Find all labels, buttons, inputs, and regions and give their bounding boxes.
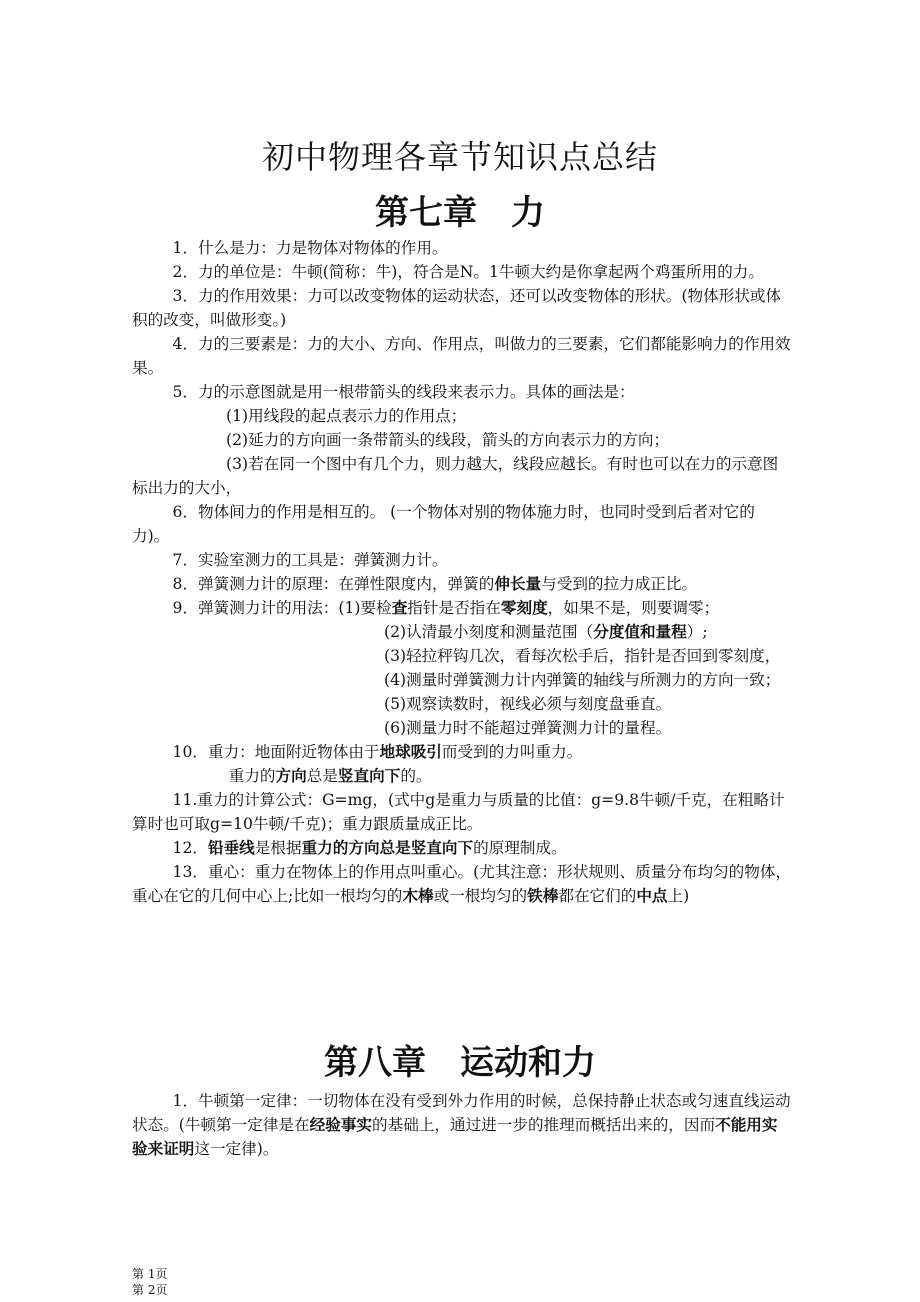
text-run: 都在它们的 (558, 887, 637, 905)
paragraph-9-item-3: (3)轻拉秤钩几次，看每次松手后，指针是否回到零刻度， (384, 647, 781, 665)
text-run: 与受到的拉力成正比。 (541, 575, 698, 593)
bold-term: 地球吸引 (379, 743, 442, 761)
paragraph-5-item-1: (1)用线段的起点表示力的作用点； (226, 407, 467, 425)
bold-term: 中点 (636, 887, 668, 905)
paragraph-10 (132, 740, 792, 764)
chapter-8-body (132, 1089, 792, 1161)
paragraph-4: 4．力的三要素是：力的大小、方向、作用点，叫做力的三要素，它们都能影响力的作用效果。 (132, 335, 791, 377)
text-run: 这一定律)。 (194, 1140, 279, 1158)
text-run: 的基础上，通过进一步的推理而概括出来的，因而 (372, 1116, 716, 1134)
paragraph-13 (132, 860, 792, 908)
bold-term: 方向 (275, 767, 307, 785)
paragraph-5-item-2: (2)延力的方向画一条带箭头的线段，箭头的方向表示力的方向； (226, 431, 670, 449)
text-run: ，如果不是，则要调零； (547, 599, 720, 617)
text-run: 或一根均匀的 (433, 887, 528, 905)
paragraph-8 (132, 572, 792, 596)
text-run: 而受到的力叫重力。 (441, 743, 583, 761)
page-number-1: 第 1页 (132, 1267, 168, 1281)
bold-term: 伸长量 (494, 575, 542, 593)
bold-term: 零刻度 (500, 599, 548, 617)
document-title: 初中物理各章节知识点总结 (261, 138, 658, 176)
text-run: 是根据 (254, 839, 302, 857)
chapter-7-body (132, 236, 792, 908)
paragraph-5: 5．力的示意图就是用一根带箭头的线段来表示力。具体的画法是： (172, 383, 635, 401)
text-run: (2)认清最小刻度和测量范围（ (384, 623, 594, 641)
text-run: 13．重心：重力在物体上的作用点叫重心。(尤其注意：形状规则、质量分布均匀的物体，重心在它的几何中心上;比如一根均匀的 (132, 863, 792, 905)
text-run: 10．重力：地面附近物体由于 (172, 743, 380, 761)
chapter-7-heading: 第七章 力 (375, 193, 545, 233)
paragraph-6: 6．物体间力的作用是相互的。 (一个物体对别的物体施力时，也同时受到后者对它的力)。 (132, 503, 755, 545)
paragraph-2: 2．力的单位是：牛顿(简称：牛)，符合是N。1牛顿大约是你拿起两个鸡蛋所用的力。 (172, 263, 764, 281)
bold-term: 不能用实验来证明 (132, 1116, 778, 1158)
text-run: ）; (686, 623, 708, 641)
paragraph-9-item-6: (6)测量力时不能超过弹簧测力计的量程。 (384, 719, 672, 737)
bold-term: 查 (391, 599, 408, 617)
paragraph-5-item-3: (3)若在同一个图中有几个力，则力越大，线段应越长。有时也可以在力的示意图标出力的大小， (132, 455, 779, 497)
text-run: 9．弹簧测力计的用法：(1)要检 (172, 599, 392, 617)
text-run: 的。 (400, 767, 432, 785)
chapter-8-heading: 第八章 运动和力 (324, 1043, 596, 1083)
text-run: 1．牛顿第一定律：一切物体在没有受到外力作用的时候，总保持静止状态或匀速直线运动状态。(牛顿第一定律是在 (132, 1092, 791, 1134)
bold-term: 重力的方向总是竖直向下 (301, 839, 474, 857)
text-run: 指针是否指在 (407, 599, 501, 617)
page-footer (132, 1266, 167, 1298)
page-number-2: 第 2页 (132, 1283, 168, 1297)
paragraph-9 (132, 596, 792, 620)
text-run: 上) (667, 887, 690, 905)
text-run: 总是 (306, 767, 338, 785)
bold-term: 分度值和量程 (593, 623, 687, 641)
text-run: 8．弹簧测力计的原理：在弹性限度内，弹簧的 (172, 575, 495, 593)
bold-term: 竖直向下 (337, 767, 401, 785)
paragraph-3: 3．力的作用效果：力可以改变物体的运动状态，还可以改变物体的形状。(物体形状或体积的改变，叫做形变。) (132, 287, 782, 329)
paragraph-9-item-5: (5)观察读数时，视线必须与刻度盘垂直。 (384, 695, 672, 713)
bold-term: 铅垂线 (207, 839, 255, 857)
paragraph-12 (132, 836, 792, 860)
paragraph-9-item-2 (132, 620, 792, 644)
paragraph-ch8-1 (132, 1089, 792, 1161)
bold-term: 木棒 (402, 887, 434, 905)
paragraph-10-line-2 (132, 764, 792, 788)
paragraph-7: 7．实验室测力的工具是：弹簧测力计。 (172, 551, 448, 569)
bold-term: 铁棒 (527, 887, 559, 905)
paragraph-1: 1．什么是力：力是物体对物体的作用。 (172, 239, 448, 257)
text-run: 12． (172, 839, 208, 857)
paragraph-9-item-4: (4)测量时弹簧测力计内弹簧的轴线与所测力的方向一致； (384, 671, 781, 689)
text-run: 的原理制成。 (473, 839, 567, 857)
bold-term: 经验事实 (309, 1116, 373, 1134)
text-run: 重力的 (228, 767, 276, 785)
paragraph-11: 11.重力的计算公式：G=mg，(式中g是重力与质量的比值：g=9.8牛顿/千克，在粗略计算时也可取g=10牛顿/千克)；重力跟质量成正比。 (132, 791, 785, 833)
